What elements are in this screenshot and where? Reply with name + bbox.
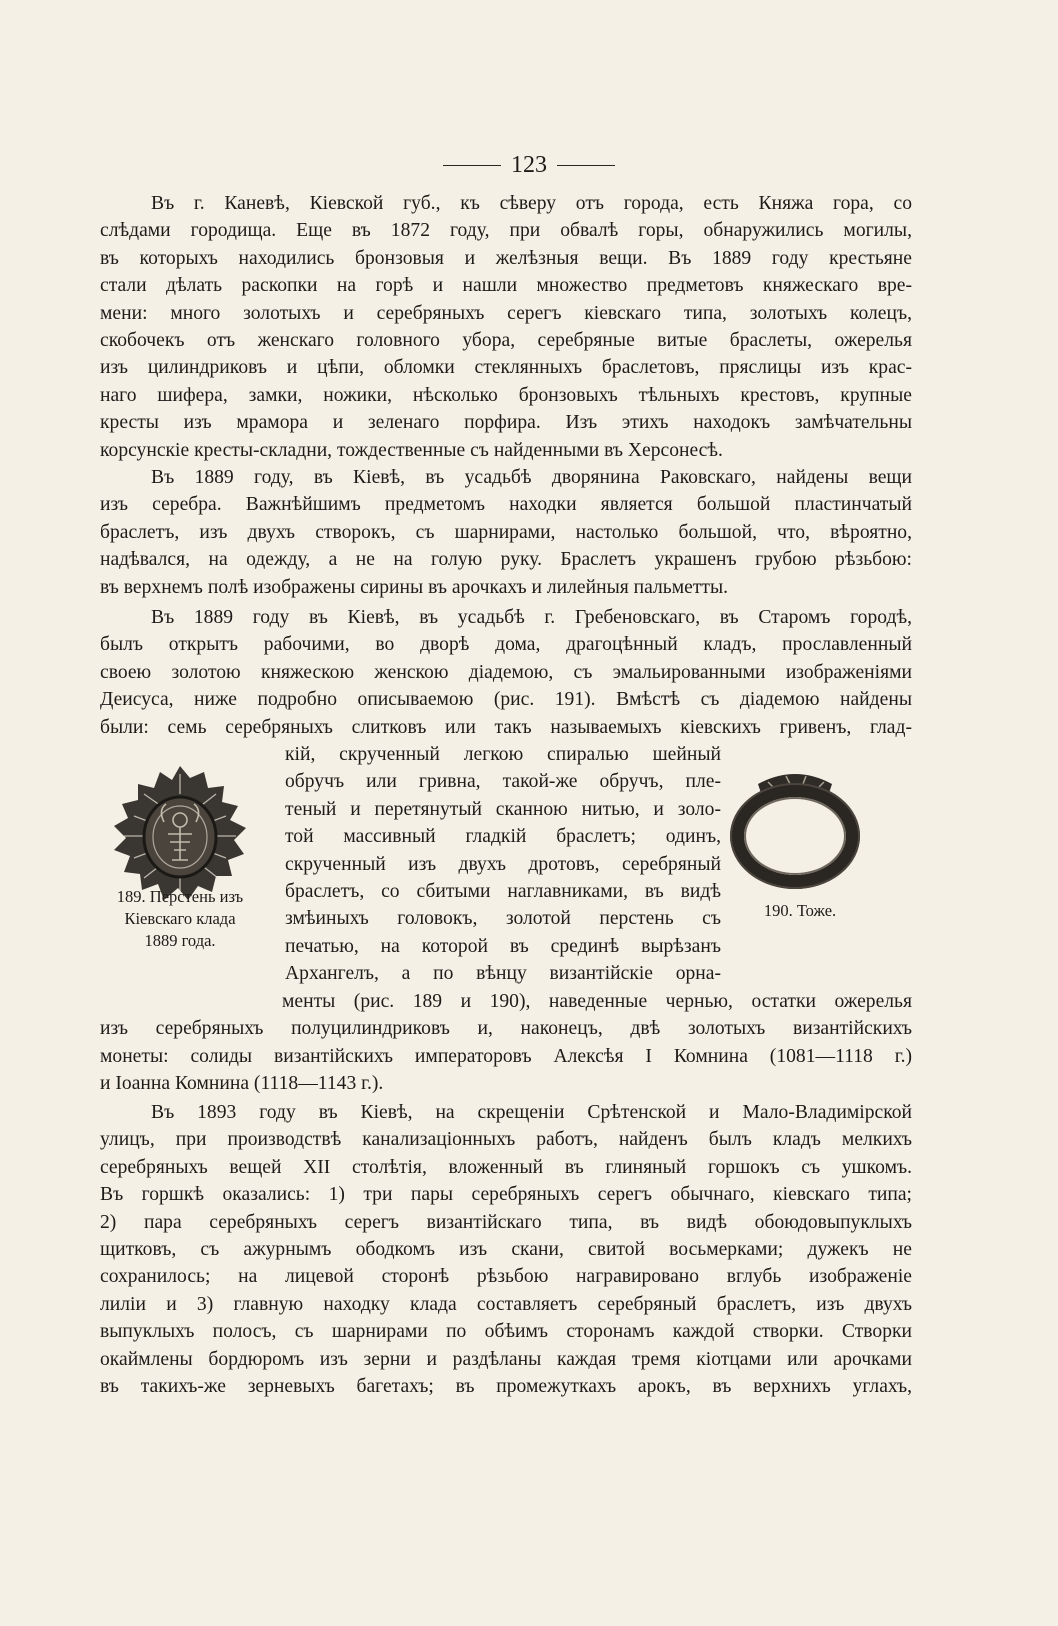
text-line: Въ 1893 году въ Кіевѣ, на скрещеніи Срѣтенской и Мало-Владимірской [151, 1102, 912, 1123]
text-line: браслетъ, изъ двухъ створокъ, съ шарнирами, настолько большой, что, вѣроятно, [100, 521, 912, 543]
header-rule-left [443, 165, 501, 166]
text-line: обручъ или гривна, такой-же обручъ, пле- [285, 771, 721, 793]
text-line: въ такихъ-же зерневыхъ багетахъ; въ промежуткахъ арокъ, въ верхнихъ углахъ, [100, 1376, 912, 1398]
caption-line: 189. Перстень изъ [116, 887, 244, 906]
text-line: той массивный гладкій браслетъ; одинъ, [285, 826, 721, 848]
figure-190-caption [740, 900, 860, 922]
text-line: надѣвался, на одежду, а не на голую руку. Браслетъ украшенъ грубою рѣзьбою: [100, 549, 912, 571]
text-line: скрученный изъ двухъ дротовъ, серебряный [285, 853, 721, 875]
text-line: 2) пара серебряныхъ серегъ византійскаго типа, въ видѣ обоюдовыпуклыхъ [100, 1211, 912, 1233]
text-line: мени: много золотыхъ и серебряныхъ серегъ кіевскаго типа, золотыхъ колецъ, [100, 302, 912, 324]
text-line: слѣдами городища. Еще въ 1872 году, при обвалѣ горы, обнаружились могилы, [100, 220, 912, 242]
text-line: улицъ, при производствѣ канализаціонныхъ работъ, найденъ былъ кладъ мелкихъ [100, 1129, 912, 1151]
text-line: змѣиныхъ головокъ, золотой перстень съ [285, 908, 721, 930]
text-line: окаймлены бордюромъ изъ зерни и раздѣланы каждая тремя кіотцами или арочками [100, 1348, 912, 1370]
text-line: наго шифера, замки, ножики, нѣсколько бронзовыхъ тѣльныхъ крестовъ, крупные [100, 384, 912, 406]
text-line: и Іоанна Комнина (1118—1143 г.). [100, 1073, 384, 1095]
text-line: Архангелъ, а по вѣнцу византійскіе орна- [285, 963, 721, 985]
text-line: корсунскіе кресты-складни, тождественные съ найденными въ Херсонесѣ. [100, 439, 723, 461]
text-line: кресты изъ мрамора и зеленаго порфира. Изъ этихъ находокъ замѣчательны [100, 412, 912, 434]
text-line: въ которыхъ находились бронзовыя и желѣзныя вещи. Въ 1889 году крестьяне [100, 247, 912, 269]
text-line: Въ 1889 году, въ Кіевѣ, въ усадьбѣ дворянина Раковскаго, найдены вещи [151, 467, 912, 488]
figure-190 [724, 762, 866, 890]
header-rule-right [557, 165, 615, 166]
ring-profile-icon [724, 762, 866, 890]
text-line: браслетъ, со сбитыми наглавниками, въ видѣ [285, 881, 721, 903]
text-line: лиліи и 3) главную находку клада составляетъ серебряный браслетъ, изъ двухъ [100, 1293, 912, 1315]
paragraph-4 [100, 1099, 912, 1400]
text-line: теный и перетянутый сканною нитью, и золо- [285, 798, 721, 820]
paragraph-2 [100, 464, 912, 601]
text-line: кій, скрученный легкою спиралью шейный [285, 744, 721, 765]
text-line: щитковъ, съ ажурнымъ ободкомъ изъ скани, свитой восьмерками; дужекъ не [100, 1239, 912, 1261]
paragraph-3-end [100, 988, 912, 1098]
text-line: сохранилось; на лицевой сторонѣ рѣзьбою награвировано вглубь изображеніе [100, 1266, 912, 1288]
paragraph-3 [100, 604, 912, 741]
text-line: своею золотою княжескою женскою діадемою, съ эмальированными изображеніями [100, 661, 912, 683]
text-line: былъ открытъ рабочими, во дворѣ дома, драгоцѣнный кладъ, прославленный [100, 634, 912, 656]
text-line: монеты: солиды византійскихъ императоровъ Алексѣя I Комнина (1081—1118 г.) [100, 1045, 912, 1067]
text-line: серебряныхъ вещей XII столѣтія, вложенный въ глиняный горшокъ съ ушкомъ. [100, 1156, 912, 1178]
text-line: стали дѣлать раскопки на горѣ и нашли множество предметовъ княжескаго вре- [100, 275, 912, 297]
text-line: менты (рис. 189 и 190), наведенные чернью, остатки ожерелья [282, 991, 912, 1012]
page-number-header [0, 152, 1058, 179]
text-line: изъ серебра. Важнѣйшимъ предметомъ находки является большой пластинчатый [100, 494, 912, 516]
text-line: были: семь серебряныхъ слитковъ или такъ называемыхъ кіевскихъ гривенъ, глад- [100, 716, 912, 738]
text-line: изъ цилиндриковъ и цѣпи, обломки стеклянныхъ браслетовъ, пряслицы изъ крас- [100, 357, 912, 379]
text-line: печатью, на которой въ срединѣ вырѣзанъ [285, 935, 721, 957]
text-line: Въ горшкѣ оказались: 1) три пары серебряныхъ серегъ обычнаго, кіевскаго типа; [100, 1184, 912, 1206]
page-number: 123 [511, 152, 547, 178]
text-line: Въ 1889 году въ Кіевѣ, въ усадьбѣ г. Гребеновскаго, въ Старомъ городѣ, [151, 607, 912, 628]
paragraph-1 [100, 190, 912, 464]
figure-189-caption [100, 886, 260, 952]
text-line: изъ серебряныхъ полуцилиндриковъ и, наконецъ, двѣ золотыхъ византійскихъ [100, 1018, 912, 1040]
caption-line: Кіевскаго клада [124, 909, 236, 928]
caption-line: 190. Тоже. [763, 901, 837, 920]
caption-line: 1889 года. [144, 931, 216, 950]
text-line: Въ г. Каневѣ, Кіевской губ., къ сѣверу отъ города, есть Княжа гора, со [151, 193, 912, 214]
text-line: выпуклыхъ полосъ, съ шарнирами по обѣимъ сторонамъ каждой створки. Створки [100, 1321, 912, 1343]
paragraph-3-wrapped-column [285, 741, 721, 988]
text-line: Деисуса, ниже подробно описываемою (рис. 191). Вмѣстѣ съ діадемою найдены [100, 689, 912, 711]
text-line: въ верхнемъ полѣ изображены сирины въ арочкахъ и лилейныя пальметты. [100, 576, 729, 598]
text-line: скобочекъ отъ женскаго головного убора, серебряные витые браслеты, ожерелья [100, 330, 912, 352]
